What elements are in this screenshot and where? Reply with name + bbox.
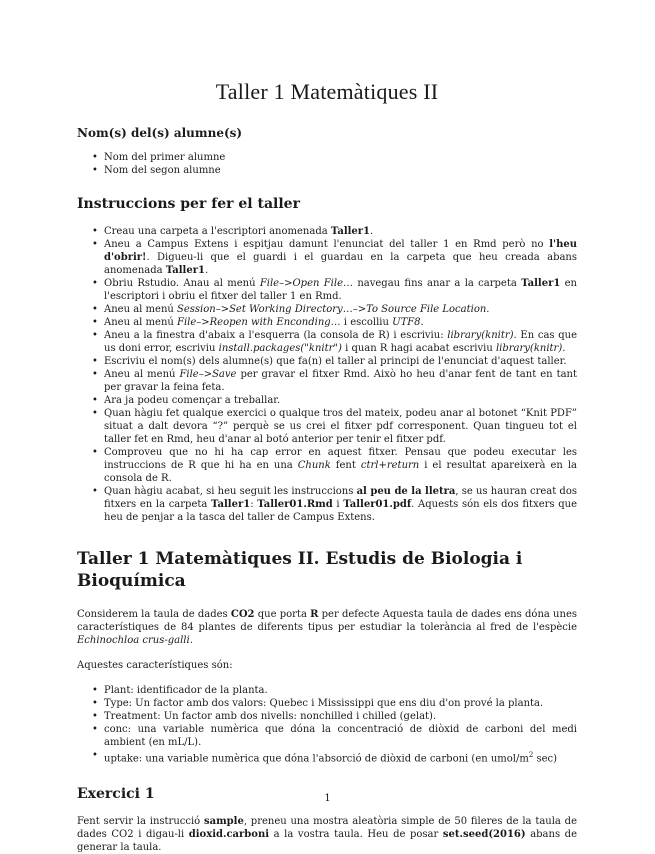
list-item: • Nom del primer alumne	[104, 151, 577, 164]
names-heading: Nom(s) del(s) alumne(s)	[77, 126, 243, 140]
instructions-heading: Instruccions per fer el taller	[77, 196, 300, 212]
list-item: • Quan hàgiu acabat, si heu seguit les instruccions al peu de la lletra, se us hauran creat dos fitxers en la carpeta Taller1: Taller01.Rmd i Taller01.pdf. Aquests són els dos fitxers que heu de penjar a la tasca del taller de Campus Extens.	[104, 485, 577, 524]
section-heading: Taller 1 Matemàtiques II. Estudis de Biologia i Bioquímica	[77, 549, 523, 591]
list-item: • Nom del segon alumne	[104, 164, 577, 177]
list-item: • Aneu al menú File–>Reopen with Enconding… i escolliu UTF8.	[104, 316, 577, 329]
list-item: • conc: una variable numèrica que dóna la concentració de diòxid de carboni del medi ambient (en mL/L).	[104, 723, 577, 749]
list-item: • Aneu a Campus Extens i espitjau damunt l'enunciat del taller 1 en Rmd però no l'heu d'obrir!. Digueu-li que el guardi i el guardau en la carpeta que heu creada abans anomenada Taller1.	[104, 238, 577, 277]
list-item: • Escriviu el nom(s) dels alumne(s) que fa(n) el taller al principi de l'enunciat d'aquest taller.	[104, 355, 577, 368]
exercise-paragraph: Fent servir la instrucció sample, preneu una mostra aleatòria simple de 50 fileres de la taula de dades CO2 i digau-li dioxid.carboni a la vostra taula. Heu de posar set.seed(2016) abans de generar la taula.	[77, 816, 578, 854]
intro-paragraph: Considerem la taula de dades CO2 que porta R per defecte Aquesta taula de dades ens dóna unes característiques de 84 plantes de diferents tipus per estudiar la tolerància al fred de l'espècie Echinochloa crus-galli.	[77, 609, 577, 646]
features-list	[77, 684, 577, 765]
list-item: • Treatment: Un factor amb dos nivells: nonchilled i chilled (gelat).	[104, 710, 577, 723]
names-list	[77, 151, 577, 177]
page-title: Taller 1 Matemàtiques II	[215, 79, 439, 104]
list-item: • Plant: identificador de la planta.	[104, 684, 577, 697]
features-intro: Aquestes característiques són:	[77, 660, 233, 671]
list-item: • Ara ja podeu començar a treballar.	[104, 394, 577, 407]
list-item: • Comproveu que no hi ha cap error en aquest fitxer. Pensau que podeu executar les instruccions de R que hi ha en una Chunk fent ctrl+return i el resultat apareixerà en la consola de R.	[104, 446, 577, 485]
list-item: • Type: Un factor amb dos valors: Quebec i Mississippi que ens diu d'on prové la planta.	[104, 697, 577, 710]
exercise-heading: Exercici 1	[77, 786, 155, 803]
list-item: • Aneu al menú File–>Save per gravar el fitxer Rmd. Això ho heu d'anar fent de tant en tant per gravar la feina feta.	[104, 368, 577, 394]
instructions-list	[77, 225, 577, 524]
list-item: • Creau una carpeta a l'escriptori anomenada Taller1.	[104, 225, 577, 238]
list-item: • Aneu al menú Session–>Set Working Directory…–>To Source File Location.	[104, 303, 577, 316]
page-number: 1	[324, 793, 331, 804]
list-item: • Obriu Rstudio. Anau al menú File–>Open File… navegau fins anar a la carpeta Taller1 en l'escriptori i obriu el fitxer del taller 1 en Rmd.	[104, 277, 577, 303]
list-item: • Aneu a la finestra d'abaix a l'esquerra (la consola de R) i escriviu: library(knitr). En cas que us doni error, escriviu install.packages("knitr") i quan R hagi acabat escriviu library(knitr).	[104, 329, 577, 355]
list-item: • uptake: una variable numèrica que dóna l'absorció de diòxid de carboni (en umol/$m^2$ sec)	[104, 749, 577, 765]
list-item: • Quan hàgiu fet qualque exercici o qualque tros del mateix, podeu anar al botonet “Knit PDF” situat a dalt devora “?” perquè se us crei el fitxer pdf corresponent. Quan tingueu tot el taller fet en Rmd, heu d'anar al botó anterior per tenir el fitxer pdf.	[104, 407, 577, 446]
